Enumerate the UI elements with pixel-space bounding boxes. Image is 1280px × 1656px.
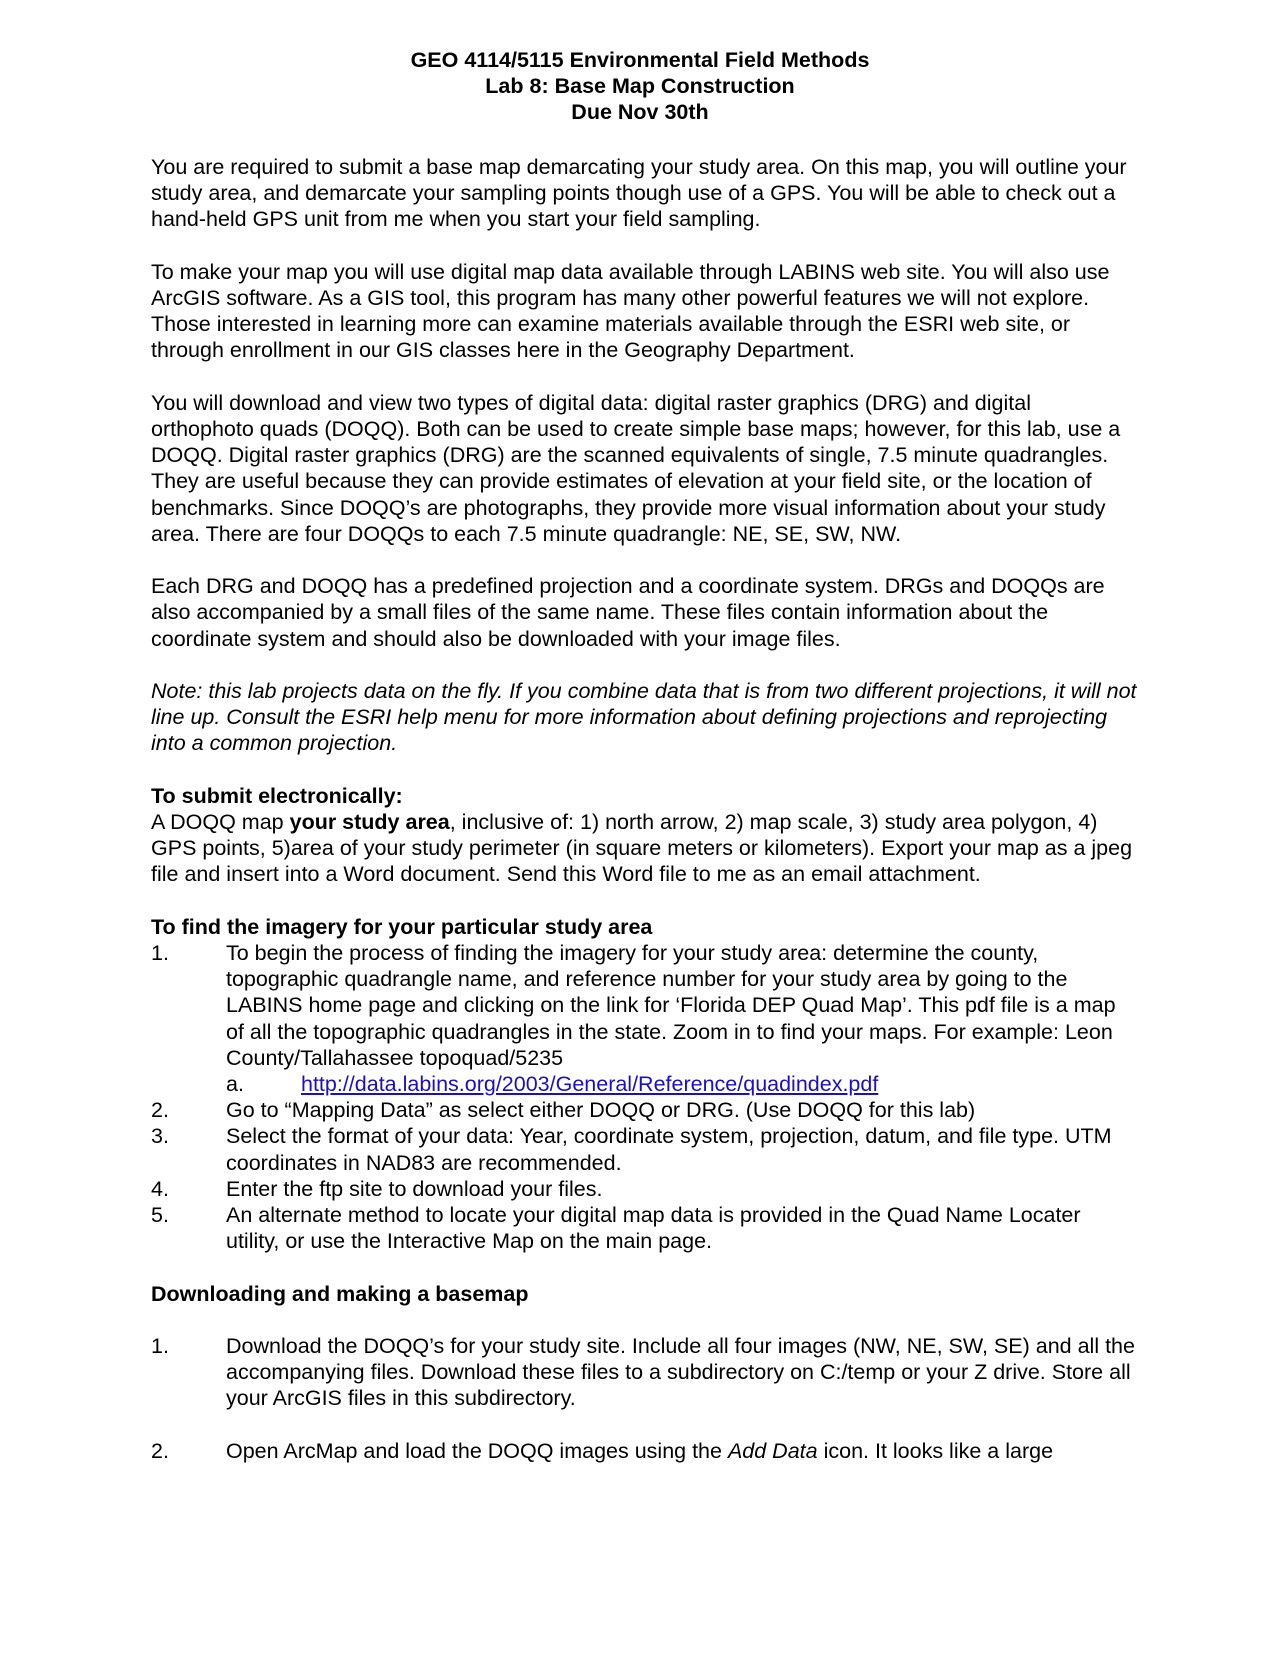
list-item-text: Select the format of your data: Year, coordinate system, projection, datum, and file type. UTM coordinates in NAD83 are recommended. <box>226 1124 1112 1175</box>
projection-note: Note: this lab projects data on the fly. If you combine data that is from two different projections, it will not line up. Consult the ESRI help menu for more information about defining projections and reprojecting into a common projection. <box>151 679 1137 756</box>
list-item <box>151 1333 1137 1412</box>
intro-paragraph-3: You will download and view two types of digital data: digital raster graphics (DRG) and digital orthophoto quads (DOQQ). Both can be used to create simple base maps; however, for this lab, use a DOQQ. Digital raster graphics (DRG) are the scanned equivalents of single, 7.5 minute quadrangles. They are useful because they can provide estimates of elevation at your field site, or the location of benchmarks. Since DOQQ’s are photographs, they provide more visual information about your study area. There are four DOQQs to each 7.5 minute quadrangle: NE, SE, SW, NW. <box>151 390 1121 546</box>
sub-item-letter: a. <box>226 1072 244 1097</box>
list-item <box>151 940 1137 1097</box>
intro-paragraph-4: Each DRG and DOQQ has a predefined projection and a coordinate system. DRGs and DOQQs are also accompanied by a small files of the same name. These files contain information about the coordinate system and should also be downloaded with your image files. <box>151 574 1105 651</box>
submit-heading: To submit electronically: <box>151 783 403 808</box>
submit-text-pre: A DOQQ map <box>151 810 290 834</box>
add-data-term: Add Data <box>727 1438 818 1463</box>
intro-paragraph-1: You are required to submit a base map demarcating your study area. On this map, you will outline your study area, and demarcate your sampling points though use of a GPS. You will be able to check out a hand-held GPS unit from me when you start your field sampling. <box>151 155 1127 232</box>
intro-paragraph-2: To make your map you will use digital map data available through LABINS web site. You will also use ArcGIS software. As a GIS tool, this program has many other powerful features we will not explore. Those interested in learning more can examine materials available through the ESRI web site, or through enrollment in our GIS classes here in the Geography Department. <box>151 259 1110 363</box>
lab-title: Lab 8: Base Map Construction <box>485 74 795 98</box>
find-heading: To find the imagery for your particular study area <box>151 914 653 939</box>
download-section <box>151 1281 1137 1464</box>
list-item <box>151 1123 1137 1175</box>
list-item-text: Download the DOQQ’s for your study site. Include all four images (NW, NE, SW, SE) and all the accompanying files. Download these files to a subdirectory on C:/temp or your Z drive. Store all your ArcGIS files in this subdirectory. <box>226 1334 1135 1411</box>
document-body <box>151 154 1137 1464</box>
list-item-number: 1. <box>151 1334 169 1359</box>
submit-text-post: , inclusive of: 1) north arrow, 2) map scale, 3) study area polygon, 4) GPS points, 5)area of your study perimeter (in square meters or kilometers). Export your map as a jpeg file and insert into a Word document. Send this Word file to me as an email attachment. <box>151 810 1133 887</box>
due-date: Due Nov 30th <box>571 100 709 124</box>
list-item-text: To begin the process of finding the imagery for your study area: determine the county, topographic quadrangle name, and reference number for your study area by going to the LABINS home page and clicking on the link for ‘Florida DEP Quad Map’. This pdf file is a map of all the topographic quadrangles in the state. Zoom in to find your maps. For example: Leon County/Tallahassee topoquad/5235 <box>226 941 1116 1070</box>
find-section <box>151 914 1137 1255</box>
download-heading: Downloading and making a basemap <box>151 1281 529 1306</box>
list-item-text-pre: Open ArcMap and load the DOQQ images using the <box>226 1438 728 1463</box>
quadindex-link[interactable]: http://data.labins.org/2003/General/Reference/quadindex.pdf <box>301 1072 879 1097</box>
list-item-number: 1. <box>151 941 169 965</box>
list-item-number: 2. <box>151 1438 169 1463</box>
list-item <box>151 1176 1137 1202</box>
submit-text-bold: your study area <box>289 810 450 834</box>
find-steps-list <box>151 940 1137 1254</box>
list-item-text-post: icon. It looks like a large <box>817 1438 1054 1463</box>
course-title: GEO 4114/5115 Environmental Field Methods <box>410 48 870 72</box>
list-item <box>151 1438 1137 1464</box>
list-item-text: Enter the ftp site to download your files. <box>226 1176 603 1201</box>
document-header <box>0 47 1280 125</box>
sub-list-item <box>226 1071 1137 1097</box>
list-item-number: 2. <box>151 1098 169 1123</box>
list-item-number: 4. <box>151 1176 169 1201</box>
list-item-number: 5. <box>151 1203 169 1228</box>
submit-section <box>151 783 1137 888</box>
list-item <box>151 1097 1137 1123</box>
list-item-text: Go to “Mapping Data” as select either DOQQ or DRG. (Use DOQQ for this lab) <box>226 1098 976 1123</box>
submit-paragraph <box>151 809 1137 888</box>
list-item-text: An alternate method to locate your digital map data is provided in the Quad Name Locater utility, or use the Interactive Map on the main page. <box>226 1203 1081 1254</box>
list-item <box>151 1202 1137 1254</box>
list-item-number: 3. <box>151 1124 169 1149</box>
